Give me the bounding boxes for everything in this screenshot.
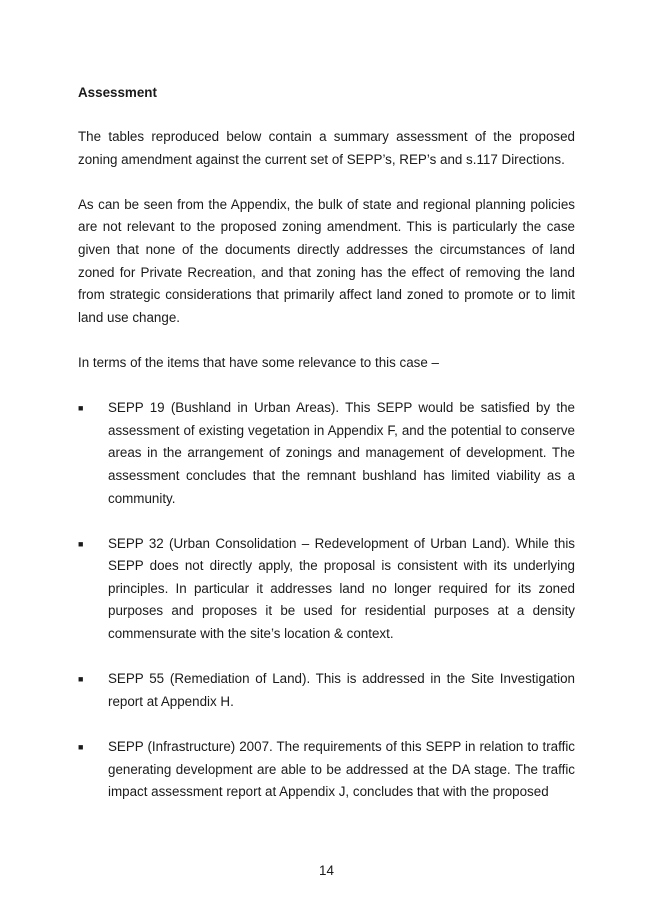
bullet-item-sepp-infrastructure xyxy=(78,736,575,804)
section-heading: Assessment xyxy=(78,85,157,100)
bullet-text: SEPP 19 (Bushland in Urban Areas). This SEPP would be satisfied by the assessment of existing vegetation in Appendix F, and the potential to conserve areas in the arrangement of zonings and management of development. The assessment concludes that the remnant bushland has limited viability as a community. xyxy=(108,400,575,506)
bullet-text: SEPP 32 (Urban Consolidation – Redevelopment of Urban Land). While this SEPP does not directly apply, the proposal is consistent with its underlying principles. In particular it addresses land no longer required for its zoned purposes and proposes it be used for residential purposes at a density commensurate with the site’s location & context. xyxy=(108,535,575,642)
document-body xyxy=(78,82,575,826)
bullet-text: SEPP (Infrastructure) 2007. The requirements of this SEPP in relation to traffic generating development are able to be addressed at the DA stage. The traffic impact assessment report at Appendix J, concludes that with the proposed xyxy=(108,739,575,800)
bullet-text: SEPP 55 (Remediation of Land). This is addressed in the Site Investigation report at Appendix H. xyxy=(108,671,575,709)
square-bullet-icon: ■ xyxy=(78,742,84,753)
square-bullet-icon: ■ xyxy=(78,403,84,414)
bullet-item-sepp55 xyxy=(78,668,575,713)
paragraph-appendix: As can be seen from the Appendix, the bulk of state and regional planning policies are not relevant to the proposed zoning amendment. This is particularly the case given that none of the documents directly addresses the circumstances of land zoned for Private Recreation, and that zoning has the effect of removing the land from strategic considerations that primarily affect land zoned to promote or to limit land use change. xyxy=(78,196,575,325)
square-bullet-icon: ■ xyxy=(78,538,84,549)
page-number: 14 xyxy=(319,863,334,878)
square-bullet-icon: ■ xyxy=(78,674,84,685)
bullet-list xyxy=(78,397,575,804)
bullet-item-sepp19 xyxy=(78,397,575,510)
bullet-item-sepp32 xyxy=(78,533,575,646)
paragraph-intro: The tables reproduced below contain a summary assessment of the proposed zoning amendment against the current set of SEPP’s, REP’s and s.117 Directions. xyxy=(78,129,575,167)
paragraph-relevance: In terms of the items that have some relevance to this case – xyxy=(78,354,439,370)
